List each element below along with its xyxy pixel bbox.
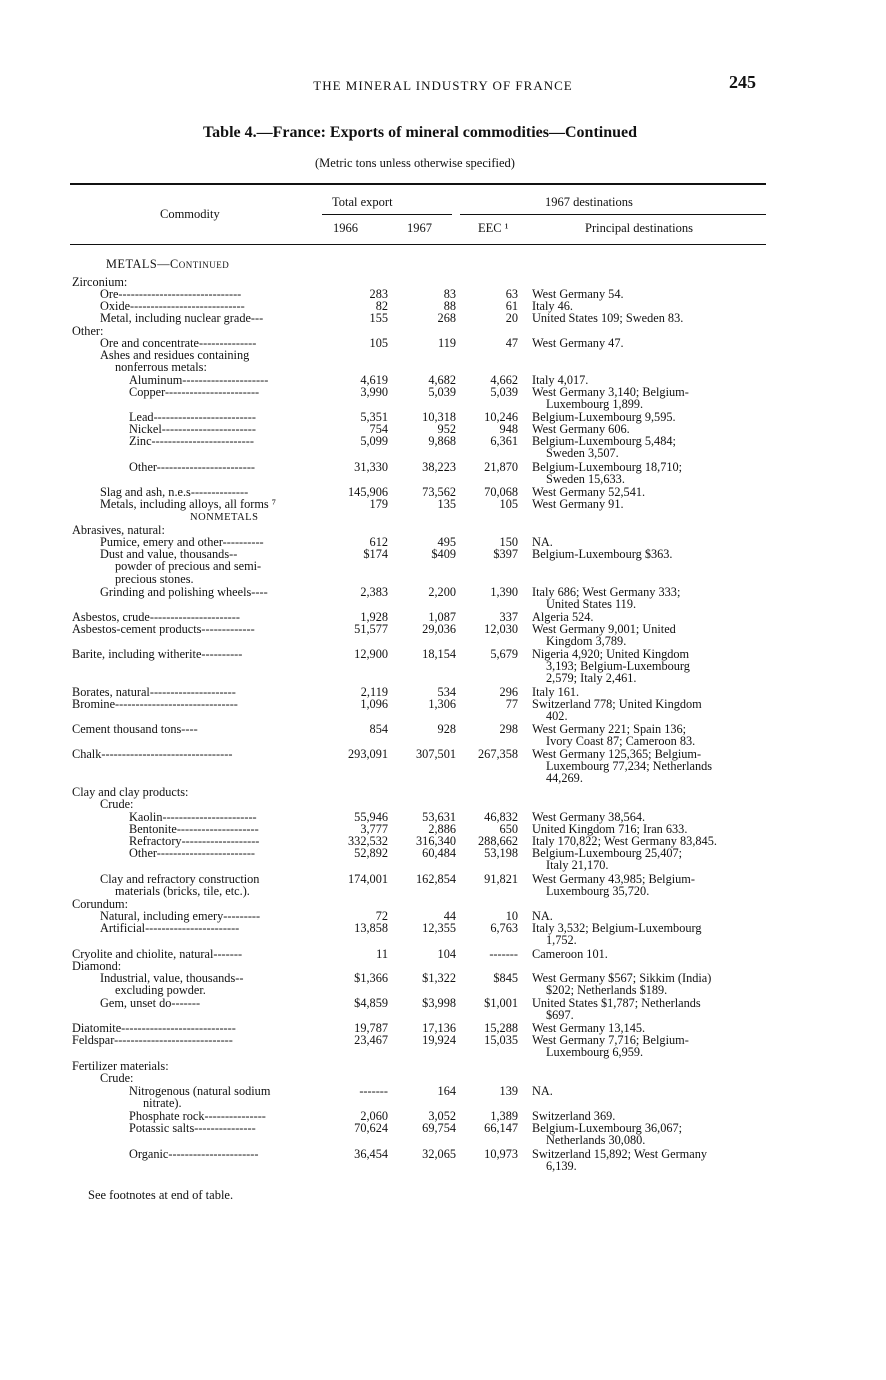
header-commodity: Commodity xyxy=(160,207,220,221)
commodity-cell: Feldspar----------------------------- xyxy=(72,1033,233,1047)
destination-cell: Italy 686; West Germany 333; xyxy=(532,585,681,599)
value-1967-cell: 534 xyxy=(437,685,456,699)
commodity-cell: Copper----------------------- xyxy=(129,385,260,399)
footnote: See footnotes at end of table. xyxy=(88,1188,234,1202)
eec-cell: 91,821 xyxy=(484,872,518,886)
destination-cell: West Germany 13,145. xyxy=(532,1021,646,1035)
eec-cell: 63 xyxy=(505,287,518,301)
eec-cell: 70,068 xyxy=(484,485,518,499)
running-head: THE MINERAL INDUSTRY OF FRANCE xyxy=(313,78,573,93)
destination-cell: NA. xyxy=(532,909,553,923)
commodity-cell: Refractory------------------- xyxy=(129,834,260,848)
eec-cell: 150 xyxy=(499,535,518,549)
commodity-cell: Other------------------------ xyxy=(129,846,256,860)
value-1966-cell: ------- xyxy=(359,1084,388,1098)
destination-cell: Algeria 524. xyxy=(532,610,594,624)
destination-cell: NA. xyxy=(532,535,553,549)
commodity-cell: Metal, including nuclear grade--- xyxy=(100,311,264,325)
value-1967-cell: 135 xyxy=(437,497,456,511)
commodity-cell: Slag and ash, n.e.s-------------- xyxy=(100,485,249,499)
eec-cell: 53,198 xyxy=(484,846,518,860)
destination-cell: Belgium-Luxembourg 36,067; xyxy=(532,1121,683,1135)
eec-cell: $397 xyxy=(493,547,518,561)
value-1966-cell: 12,900 xyxy=(354,647,388,661)
commodity-cell: Pumice, emery and other---------- xyxy=(100,535,264,549)
value-1967-cell: 4,682 xyxy=(428,373,456,387)
destination-cell: Belgium-Luxembourg 25,407; xyxy=(532,846,683,860)
value-1966-cell: 145,906 xyxy=(348,485,388,499)
value-1966-cell: 754 xyxy=(369,422,388,436)
table-row xyxy=(0,258,886,271)
eec-cell: 21,870 xyxy=(484,460,518,474)
commodity-cell: Metals, including alloys, all forms ⁷ xyxy=(100,497,277,511)
eec-cell: 15,288 xyxy=(484,1021,518,1035)
eec-cell: 1,389 xyxy=(490,1109,518,1123)
destination-cell: Belgium-Luxembourg 18,710; xyxy=(532,460,683,474)
value-1966-cell: 174,001 xyxy=(348,872,388,886)
table-row xyxy=(0,859,886,872)
table-row xyxy=(0,885,886,898)
table-row xyxy=(0,498,886,511)
destination-cell: United Kingdom 716; Iran 633. xyxy=(532,822,688,836)
header-principal: Principal destinations xyxy=(585,221,693,235)
table-row xyxy=(0,1160,886,1173)
destination-cell: Nigeria 4,920; United Kingdom xyxy=(532,647,690,661)
commodity-cell: Borates, natural--------------------- xyxy=(72,685,236,699)
destination-cell: West Germany 91. xyxy=(532,497,624,511)
commodity-cell: Aluminum--------------------- xyxy=(129,373,269,387)
value-1966-cell: 2,119 xyxy=(360,685,388,699)
value-1966-cell: 5,351 xyxy=(360,410,388,424)
value-1966-cell: 293,091 xyxy=(348,747,388,761)
destination-cell: Luxembourg 1,899. xyxy=(546,397,644,411)
eec-cell: 4,662 xyxy=(490,373,518,387)
destination-cell: Sweden 15,633. xyxy=(546,472,625,486)
table-row xyxy=(0,312,886,325)
value-1967-cell: 2,886 xyxy=(428,822,456,836)
value-1967-cell: 12,355 xyxy=(422,921,456,935)
value-1966-cell: 332,532 xyxy=(348,834,388,848)
value-1966-cell: $1,366 xyxy=(354,971,388,985)
commodity-cell: Dust and value, thousands-- xyxy=(100,547,238,561)
commodity-cell: Natural, including emery--------- xyxy=(100,909,261,923)
eec-cell: 267,358 xyxy=(478,747,518,761)
destination-cell: NA. xyxy=(532,1084,553,1098)
eec-cell: 298 xyxy=(499,722,518,736)
eec-cell: 650 xyxy=(499,822,518,836)
value-1967-cell: 32,065 xyxy=(422,1147,456,1161)
destination-cell: West Germany 3,140; Belgium- xyxy=(532,385,689,399)
eec-cell: 20 xyxy=(505,311,518,325)
value-1967-cell: 88 xyxy=(443,299,456,313)
value-1967-cell: 307,501 xyxy=(416,747,456,761)
commodity-cell: nitrate). xyxy=(143,1096,182,1110)
commodity-cell: Kaolin----------------------- xyxy=(129,810,257,824)
destination-cell: Luxembourg 77,234; Netherlands xyxy=(546,759,713,773)
value-1967-cell: 69,754 xyxy=(422,1121,456,1135)
eec-cell: 10 xyxy=(505,909,518,923)
commodity-cell: Gem, unset do------- xyxy=(100,996,201,1010)
commodity-cell: Nickel----------------------- xyxy=(129,422,256,436)
value-1966-cell: 179 xyxy=(369,497,388,511)
commodity-cell: NONMETALS xyxy=(190,512,259,523)
total-export-rule xyxy=(322,214,452,215)
commodity-cell: Asbestos-cement products------------- xyxy=(72,622,255,636)
commodity-cell: Clay and clay products: xyxy=(72,785,189,799)
value-1966-cell: 612 xyxy=(369,535,388,549)
commodity-cell: nonferrous metals: xyxy=(115,360,207,374)
commodity-cell: precious stones. xyxy=(115,572,194,586)
commodity-cell: Oxide---------------------------- xyxy=(100,299,245,313)
header-1966: 1966 xyxy=(333,221,358,235)
destination-cell: West Germany 47. xyxy=(532,336,624,350)
destination-cell: 6,139. xyxy=(546,1159,577,1173)
commodity-cell: Potassic salts--------------- xyxy=(129,1121,256,1135)
table-row xyxy=(0,772,886,785)
table-row xyxy=(0,934,886,947)
commodity-cell: Ashes and residues containing xyxy=(100,348,250,362)
value-1966-cell: 854 xyxy=(369,722,388,736)
destination-cell: 1,752. xyxy=(546,933,577,947)
eec-cell: 10,973 xyxy=(484,1147,518,1161)
value-1967-cell: 5,039 xyxy=(428,385,456,399)
value-1966-cell: 1,928 xyxy=(360,610,388,624)
commodity-cell: Phosphate rock--------------- xyxy=(129,1109,266,1123)
commodity-cell: Cement thousand tons---- xyxy=(72,722,198,736)
destination-cell: Switzerland 15,892; West Germany xyxy=(532,1147,708,1161)
value-1967-cell: 316,340 xyxy=(416,834,456,848)
value-1966-cell: 70,624 xyxy=(354,1121,388,1135)
value-1966-cell: 11 xyxy=(376,947,388,961)
destination-cell: West Germany 221; Spain 136; xyxy=(532,722,687,736)
commodity-cell: Cryolite and chiolite, natural------- xyxy=(72,947,243,961)
eec-cell: 1,390 xyxy=(490,585,518,599)
value-1966-cell: 23,467 xyxy=(354,1033,388,1047)
eec-cell: 77 xyxy=(505,697,518,711)
commodity-cell: materials (bricks, tile, etc.). xyxy=(115,884,250,898)
destination-cell: Italy 4,017. xyxy=(532,373,589,387)
commodity-cell: Clay and refractory construction xyxy=(100,872,260,886)
commodity-cell: Diatomite---------------------------- xyxy=(72,1021,236,1035)
table-title: Table 4.—France: Exports of mineral commodities—Continued xyxy=(202,124,638,141)
value-1966-cell: 36,454 xyxy=(354,1147,388,1161)
value-1967-cell: 83 xyxy=(443,287,456,301)
value-1966-cell: 4,619 xyxy=(360,373,388,387)
value-1966-cell: 2,060 xyxy=(360,1109,388,1123)
table-row xyxy=(0,447,886,460)
eec-cell: 296 xyxy=(499,685,518,699)
commodity-cell: Grinding and polishing wheels---- xyxy=(100,585,268,599)
commodity-cell: Bromine------------------------------ xyxy=(72,697,238,711)
value-1967-cell: $1,322 xyxy=(422,971,456,985)
eec-cell: $1,001 xyxy=(484,996,518,1010)
destination-cell: West Germany 606. xyxy=(532,422,630,436)
value-1967-cell: 53,631 xyxy=(422,810,456,824)
value-1966-cell: 52,892 xyxy=(354,846,388,860)
value-1966-cell: $174 xyxy=(363,547,388,561)
destination-cell: Belgium-Luxembourg 9,595. xyxy=(532,410,676,424)
value-1967-cell: 162,854 xyxy=(416,872,456,886)
destination-cell: West Germany 7,716; Belgium- xyxy=(532,1033,689,1047)
value-1967-cell: 119 xyxy=(438,336,456,350)
destination-cell: West Germany 9,001; United xyxy=(532,622,676,636)
commodity-cell: Other: xyxy=(72,324,104,338)
value-1967-cell: 44 xyxy=(443,909,456,923)
eec-cell: 105 xyxy=(499,497,518,511)
eec-cell: 6,361 xyxy=(490,434,518,448)
value-1967-cell: 17,136 xyxy=(422,1021,456,1035)
destination-cell: $202; Netherlands $189. xyxy=(546,983,668,997)
destination-cell: Italy 3,532; Belgium-Luxembourg xyxy=(532,921,702,935)
destination-cell: Netherlands 30,080. xyxy=(546,1133,646,1147)
top-rule xyxy=(70,183,766,185)
destination-cell: Kingdom 3,789. xyxy=(546,634,627,648)
eec-cell: 288,662 xyxy=(478,834,518,848)
eec-cell: 61 xyxy=(505,299,518,313)
value-1966-cell: 1,096 xyxy=(360,697,388,711)
destination-cell: Italy 21,170. xyxy=(546,858,609,872)
value-1967-cell: 73,562 xyxy=(422,485,456,499)
destination-cell: United States $1,787; Netherlands xyxy=(532,996,701,1010)
header-eec: EEC ¹ xyxy=(478,221,509,235)
destination-cell: West Germany 54. xyxy=(532,287,624,301)
commodity-cell: Barite, including witherite---------- xyxy=(72,647,243,661)
commodity-cell: Abrasives, natural: xyxy=(72,523,165,537)
value-1967-cell: 952 xyxy=(437,422,456,436)
commodity-cell: Lead------------------------- xyxy=(129,410,256,424)
destinations-rule xyxy=(460,214,766,215)
commodity-cell: Other------------------------ xyxy=(129,460,256,474)
value-1967-cell: 18,154 xyxy=(422,647,456,661)
destination-cell: Switzerland 369. xyxy=(532,1109,616,1123)
value-1967-cell: 1,306 xyxy=(428,697,456,711)
value-1967-cell: 495 xyxy=(437,535,456,549)
destination-cell: Italy 161. xyxy=(532,685,580,699)
value-1966-cell: 105 xyxy=(369,336,388,350)
eec-cell: $845 xyxy=(493,971,518,985)
table-row xyxy=(0,672,886,685)
destination-cell: 44,269. xyxy=(546,771,583,785)
commodity-cell: Artificial----------------------- xyxy=(100,921,240,935)
commodity-cell: Industrial, value, thousands-- xyxy=(100,971,244,985)
destination-cell: Belgium-Luxembourg $363. xyxy=(532,547,673,561)
eec-cell: 46,832 xyxy=(484,810,518,824)
value-1967-cell: 9,868 xyxy=(428,434,456,448)
destination-cell: Cameroon 101. xyxy=(532,947,608,961)
commodity-cell: Chalk-------------------------------- xyxy=(72,747,233,761)
commodity-cell: Nitrogenous (natural sodium xyxy=(129,1084,271,1098)
eec-cell: 10,246 xyxy=(484,410,518,424)
value-1967-cell: 2,200 xyxy=(428,585,456,599)
header-1967: 1967 xyxy=(407,221,432,235)
value-1966-cell: 72 xyxy=(375,909,388,923)
commodity-cell: Asbestos, crude---------------------- xyxy=(72,610,240,624)
value-1967-cell: 29,036 xyxy=(422,622,456,636)
value-1967-cell: 3,052 xyxy=(428,1109,456,1123)
destination-cell: Luxembourg 6,959. xyxy=(546,1045,644,1059)
commodity-cell: excluding powder. xyxy=(115,983,206,997)
destination-cell: West Germany $567; Sikkim (India) xyxy=(532,971,712,985)
destination-cell: 3,193; Belgium-Luxembourg xyxy=(546,659,690,673)
value-1966-cell: 31,330 xyxy=(354,460,388,474)
value-1966-cell: 5,099 xyxy=(360,434,388,448)
destination-cell: West Germany 43,985; Belgium- xyxy=(532,872,695,886)
table-row xyxy=(0,1046,886,1059)
commodity-cell: Corundum: xyxy=(72,897,129,911)
value-1967-cell: $409 xyxy=(431,547,456,561)
commodity-cell: METALS—Continued xyxy=(106,257,230,271)
destination-cell: Italy 170,822; West Germany 83,845. xyxy=(532,834,717,848)
eec-cell: 5,679 xyxy=(490,647,518,661)
table-subtitle: (Metric tons unless otherwise specified) xyxy=(315,156,515,170)
destination-cell: West Germany 125,365; Belgium- xyxy=(532,747,702,761)
destination-cell: Switzerland 778; United Kingdom xyxy=(532,697,702,711)
value-1967-cell: 10,318 xyxy=(422,410,456,424)
value-1967-cell: $3,998 xyxy=(422,996,456,1010)
destination-cell: West Germany 38,564. xyxy=(532,810,646,824)
value-1966-cell: 2,383 xyxy=(360,585,388,599)
value-1967-cell: 268 xyxy=(437,311,456,325)
value-1967-cell: 164 xyxy=(437,1084,456,1098)
commodity-cell: Fertilizer materials: xyxy=(72,1059,169,1073)
destination-cell: $697. xyxy=(546,1008,574,1022)
value-1967-cell: 1,087 xyxy=(428,610,456,624)
eec-cell: 6,763 xyxy=(490,921,518,935)
value-1966-cell: 283 xyxy=(369,287,388,301)
destination-cell: Belgium-Luxembourg 5,484; xyxy=(532,434,676,448)
commodity-cell: Ore and concentrate-------------- xyxy=(100,336,257,350)
table-row xyxy=(0,1134,886,1147)
destination-cell: Luxembourg 35,720. xyxy=(546,884,650,898)
value-1966-cell: 13,858 xyxy=(354,921,388,935)
value-1966-cell: 155 xyxy=(369,311,388,325)
value-1967-cell: 928 xyxy=(437,722,456,736)
eec-cell: ------- xyxy=(489,947,518,961)
destination-cell: Sweden 3,507. xyxy=(546,446,619,460)
value-1967-cell: 38,223 xyxy=(422,460,456,474)
commodity-cell: powder of precious and semi- xyxy=(115,559,262,573)
value-1967-cell: 19,924 xyxy=(422,1033,456,1047)
commodity-cell: Ore------------------------------ xyxy=(100,287,242,301)
value-1966-cell: 51,577 xyxy=(354,622,388,636)
eec-cell: 66,147 xyxy=(484,1121,518,1135)
eec-cell: 47 xyxy=(505,336,518,350)
header-destinations: 1967 destinations xyxy=(545,195,633,209)
destination-cell: United States 119. xyxy=(546,597,637,611)
value-1966-cell: $4,859 xyxy=(354,996,388,1010)
commodity-cell: Crude: xyxy=(100,1071,134,1085)
destination-cell: 2,579; Italy 2,461. xyxy=(546,671,637,685)
page-number: 245 xyxy=(729,72,756,92)
eec-cell: 12,030 xyxy=(484,622,518,636)
header-bottom-rule xyxy=(70,244,766,245)
eec-cell: 5,039 xyxy=(490,385,518,399)
eec-cell: 948 xyxy=(499,422,518,436)
destination-cell: Italy 46. xyxy=(532,299,573,313)
value-1967-cell: 60,484 xyxy=(422,846,456,860)
value-1966-cell: 3,990 xyxy=(360,385,388,399)
commodity-cell: Organic---------------------- xyxy=(129,1147,259,1161)
commodity-cell: Bentonite-------------------- xyxy=(129,822,259,836)
value-1966-cell: 82 xyxy=(375,299,388,313)
commodity-cell: Zinc------------------------- xyxy=(129,434,254,448)
header-total-export: Total export xyxy=(332,195,393,209)
destination-cell: 402. xyxy=(546,709,568,723)
destination-cell: Ivory Coast 87; Cameroon 83. xyxy=(546,734,696,748)
commodity-cell: Crude: xyxy=(100,797,134,811)
value-1966-cell: 55,946 xyxy=(354,810,388,824)
eec-cell: 15,035 xyxy=(484,1033,518,1047)
eec-cell: 337 xyxy=(499,610,518,624)
commodity-cell: Diamond: xyxy=(72,959,122,973)
destination-cell: West Germany 52,541. xyxy=(532,485,646,499)
commodity-cell: Zirconium: xyxy=(72,275,128,289)
value-1967-cell: 104 xyxy=(437,947,456,961)
value-1966-cell: 19,787 xyxy=(354,1021,388,1035)
destination-cell: United States 109; Sweden 83. xyxy=(532,311,684,325)
value-1966-cell: 3,777 xyxy=(360,822,388,836)
eec-cell: 139 xyxy=(499,1084,518,1098)
